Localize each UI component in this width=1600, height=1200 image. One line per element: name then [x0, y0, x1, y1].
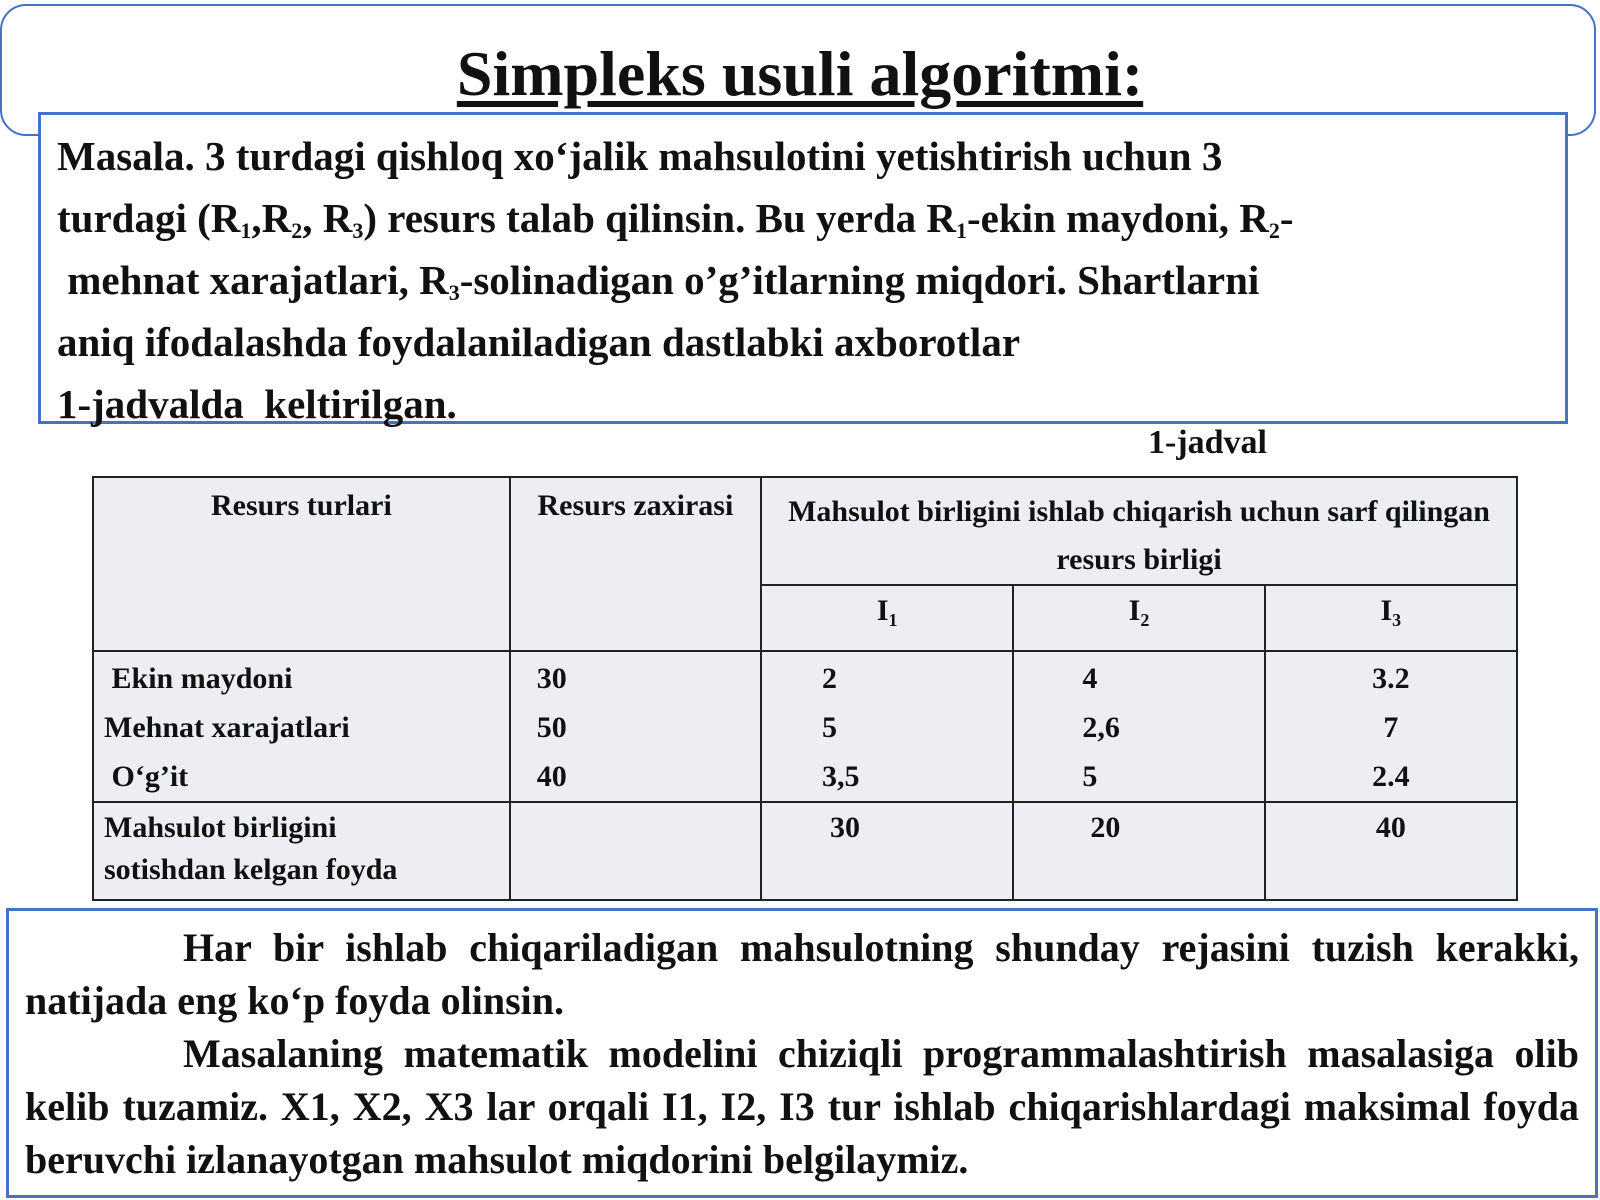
profit-i1: 30: [761, 802, 1013, 900]
header-resource-usage: Mahsulot birligini ishlab chiqarish uchun sarf qilingan resurs birligi: [761, 477, 1517, 585]
usage-value: 5: [1082, 760, 1098, 793]
profit-stock-empty: [510, 802, 761, 900]
usage-value: 2,6: [1082, 711, 1120, 744]
usage-i2-cell: [1013, 651, 1264, 802]
usage-value: 3,5: [822, 760, 860, 793]
problem-line-1: Masala. 3 turdagi qishloq xo‘jalik mahsulotini yetishtirish uchun 3: [57, 133, 1223, 179]
usage-value: 5: [822, 711, 838, 744]
table-caption: 1-jadval: [1148, 424, 1267, 461]
usage-value: 4: [1082, 662, 1098, 695]
header-product-i1: $I_1$: [761, 585, 1013, 651]
problem-line-3: mehnat xarajatlari, $R_3$-solinadigan o’g’itlarning miqdori. Shartlarni: [57, 257, 1260, 305]
usage-value: 2: [822, 662, 838, 695]
usage-value: 2.4: [1372, 760, 1410, 793]
problem-line-5: 1-jadvalda keltirilgan.: [57, 381, 457, 427]
resource-table: [92, 476, 1518, 901]
task-paragraph-2: Masalaning matematik modelini chiziqli programmalashtirish masalasiga olib kelib tuzamiz. X1, X2, X3 lar orqali I1, I2, I3 tur ishlab chiqarishlardagi maksimal foyda beruvchi izlanayotgan mahsulot miqdorini belgilaymiz.: [25, 1031, 1579, 1182]
stock-value: 40: [536, 760, 567, 793]
resource-name: O‘g’it: [104, 760, 189, 793]
problem-statement: [38, 112, 1568, 427]
resource-stock-cell: [510, 651, 761, 802]
header-product-i3: $I_3$: [1265, 585, 1517, 651]
table-header-row: [93, 477, 1517, 585]
usage-value: 3.2: [1372, 662, 1410, 695]
profit-i2: 20: [1013, 802, 1264, 900]
header-resource-types: Resurs turlari: [93, 477, 510, 651]
header-product-i2: $I_2$: [1013, 585, 1264, 651]
problem-line-2: turdagi ($R_1,R_2$, $R_3$) resurs talab qilinsin. Bu yerda $R_1$-ekin maydoni, $R_2-$: [57, 195, 1294, 243]
slide-title: Simpleks usuli algoritmi:: [456, 38, 1144, 109]
stock-value: 30: [536, 662, 567, 695]
profit-label: Mahsulot birligini sotishdan kelgan foyda: [93, 802, 510, 900]
stock-value: 50: [536, 711, 567, 744]
header-resource-stock: Resurs zaxirasi: [510, 477, 761, 651]
table-row: [93, 651, 1517, 802]
usage-i1-cell: [761, 651, 1013, 802]
profit-i3: 40: [1265, 802, 1517, 900]
profit-row: [93, 802, 1517, 900]
task-description: [6, 908, 1598, 1198]
task-paragraph-1: Har bir ishlab chiqariladigan mahsulotning shunday rejasini tuzish kerakki, natijada eng ko‘p foyda olinsin.: [25, 925, 1579, 1023]
resource-name: Ekin maydoni: [104, 662, 293, 695]
usage-i3-cell: [1265, 651, 1517, 802]
resource-name: Mehnat xarajatlari: [104, 711, 350, 744]
resource-names-cell: [93, 651, 510, 802]
problem-line-4: aniq ifodalashda foydalaniladigan dastlabki axborotlar: [57, 319, 1021, 365]
usage-value: 7: [1383, 711, 1399, 744]
